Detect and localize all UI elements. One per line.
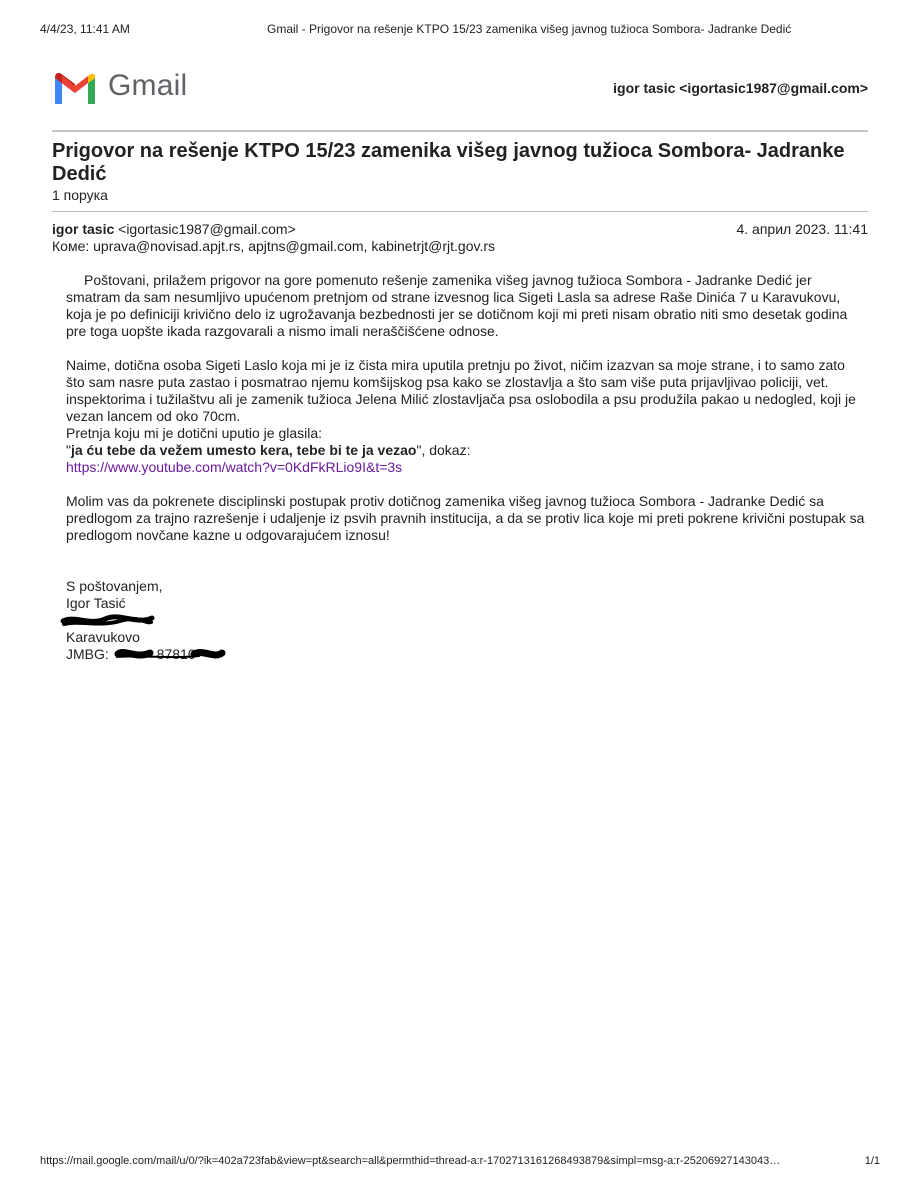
account-label: igor tasic <igortasic1987@gmail.com> [613,80,868,96]
thread-subject: Prigovor na rešenje KTPO 15/23 zamenika višeg javnog tužioca Sombora- Jadranke Dedić [52,140,845,185]
thread-divider [52,211,868,212]
recipients-line: Коме: uprava@novisad.apjt.rs, apjtns@gmail.com, kabinetrjt@rjt.gov.rs [52,238,495,254]
page-number: 1/1 [864,1155,880,1167]
signature-town: Karavukovo [66,629,140,645]
print-header [40,22,880,38]
body-paragraph-1 [66,272,866,340]
signature-closing: S poštovanjem, [66,578,163,594]
message-date: 4. април 2023. 11:41 [736,221,868,237]
print-footer [40,1155,880,1171]
body-paragraph-3: Molim vas da pokrenete disciplinski postupak protiv dotičnog zamenika višeg javnog tužioca Sombora - Jadranke Dedić sa predlogom za trajno razrešenje i udaljenje iz psvih pravnih institucija, a da se protiv lica koje mi preti pokrene krivični postupak sa predlogom novčane kazne u odgovarajućem iznosu! [66,493,865,543]
body-paragraph-1-text: Poštovani, prilažem prigovor na gore pomenuto rešenje zamenika višeg javnog tužioca Sombora - Jadranke Dedić jer smatram da sam nesumljivo upućenom pretnjom od strane izvesnog lica Sigeti Lasla sa adrese Raše Dinića 7 u Karavukovu, koja je po definiciji krivično delo iz ugrožavanja bezbednosti jer se dotičnom koji mi preti nisam obratio niti smo desetak godina pre toga uopšte ikada razgovarali a nismo imali neraščišćene odnose. [66,272,848,339]
print-datetime: 4/4/23, 11:41 AM [40,22,130,36]
quote-close: ", dokaz: [416,442,471,458]
gmail-wordmark: Gmail [108,69,188,102]
youtube-evidence-link[interactable]: https://www.youtube.com/watch?v=0KdFkRLio9I&t=3s [66,459,403,475]
redaction-scribble-jmbg [114,645,226,663]
signature-name: Igor Tasić [66,595,126,611]
header-divider [52,130,868,132]
quote-open: " [66,442,71,458]
gmail-m-icon [52,70,98,104]
jmbg-visible-digits: 87810 [156,646,196,662]
sender-email: <igortasic1987@gmail.com> [118,221,296,237]
sender-name: igor tasic [52,221,115,237]
quote-text: ja ću tebe da vežem umesto kera, tebe bi te ja vezao [70,442,417,458]
message-sender [52,221,296,237]
gmail-logo [52,68,192,108]
message-count: 1 порука [52,187,108,203]
jmbg-label: JMBG: [66,646,109,662]
threat-intro: Pretnja koju mi je dotični uputio je glasila: [66,425,323,441]
threat-quote [66,442,866,459]
print-url: https://mail.google.com/mail/u/0/?ik=402a723fab&view=pt&search=all&permthid=thread-a:r-1702713161268493879&simpl=msg-a:r-25206927143043… [40,1155,781,1167]
message-body [66,272,866,561]
body-paragraph-2: Naime, dotična osoba Sigeti Laslo koja mi je iz čista mira uputila pretnju po život, ničim izazvan sa moje strane, i to samo zato što sam nasre puta zastao i posmatrao njemu komšijskog psa kako se zlostavlja a što sam više puta prijavljivao policiji, vet. inspektorima i tužilaštvu ali je zamenik tužioca Jelena Milić zlostavljača psa oslobodila a psu produžila pakao u nedogled, koji je vezan lancem od oko 70cm. [66,357,856,424]
redaction-scribble-address [60,612,155,630]
print-page-title: Gmail - Prigovor na rešenje KTPO 15/23 zamenika višeg javnog tužioca Sombora- Jadranke Dedić [267,22,792,36]
